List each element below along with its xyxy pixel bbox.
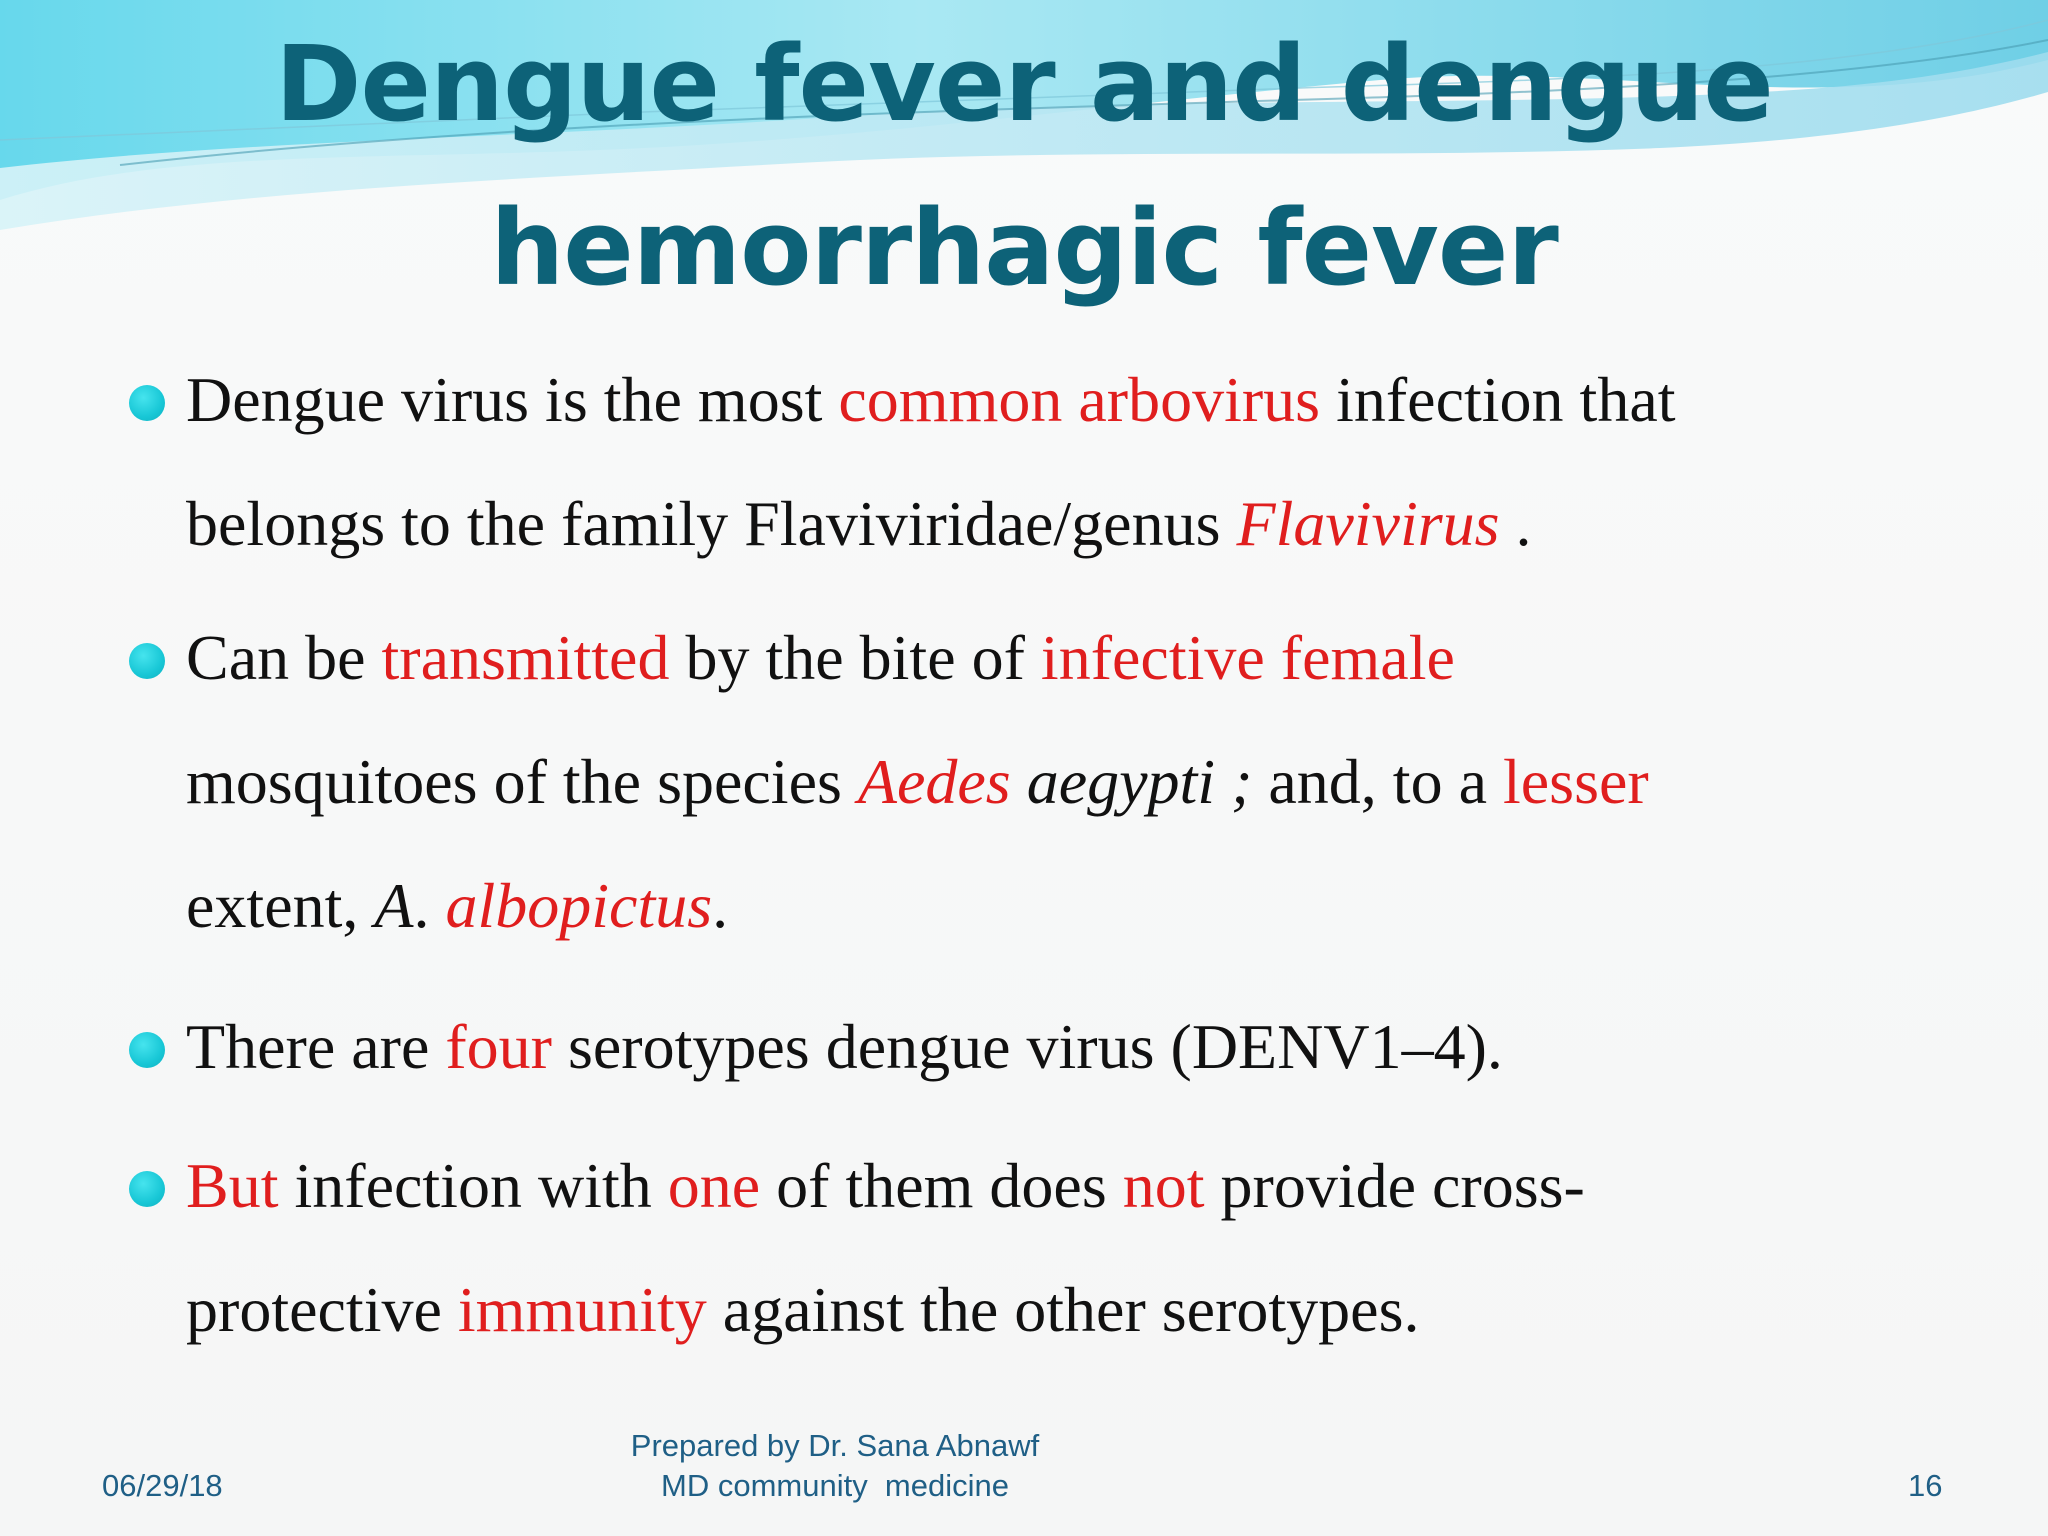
bullet-dot-icon xyxy=(129,643,165,679)
slide-number: 16 xyxy=(1908,1468,1943,1503)
highlight-text: But xyxy=(186,1150,279,1221)
highlight-text: lesser xyxy=(1502,746,1649,817)
text-run: and, to a xyxy=(1252,746,1503,817)
bullet-line xyxy=(186,844,1946,968)
bullet-item xyxy=(186,596,1946,968)
footer-date: 06/29/18 xyxy=(102,1468,223,1503)
highlight-italic-text: Flavivirus xyxy=(1236,488,1500,559)
text-run: infection that xyxy=(1320,364,1676,435)
text-run: belongs to the family Flaviviridae/genus xyxy=(186,488,1237,559)
bullet-dot-icon xyxy=(129,1171,165,1207)
footer-prepared-by: Prepared by Dr. Sana Abnawf xyxy=(630,1428,1040,1463)
bullet-dot-icon xyxy=(129,1032,165,1068)
text-run: provide cross- xyxy=(1204,1150,1585,1221)
text-run: of them does xyxy=(760,1150,1123,1221)
text-run: There are xyxy=(186,1011,446,1082)
bullet-item xyxy=(186,338,1946,586)
text-run: serotypes dengue virus (DENV1–4). xyxy=(551,1011,1503,1082)
bullet-line xyxy=(186,462,1946,586)
highlight-text: not xyxy=(1122,1150,1205,1221)
footer-author xyxy=(560,1426,1110,1506)
text-run xyxy=(1011,746,1027,817)
text-run: Dengue virus is the most xyxy=(186,364,839,435)
highlight-italic-text: Aedes xyxy=(857,746,1011,817)
text-run: protective xyxy=(186,1274,458,1345)
text-run: infection with xyxy=(278,1150,668,1221)
text-run: against the other serotypes. xyxy=(706,1274,1420,1345)
text-run: extent, xyxy=(186,870,375,941)
bullet-line xyxy=(186,596,1946,720)
text-run: . xyxy=(1499,488,1532,559)
slide-title-line-1: Dengue fever and dengue xyxy=(275,23,1773,145)
bullet-line xyxy=(186,720,1946,844)
highlight-italic-text: albopictus xyxy=(445,870,713,941)
highlight-text: four xyxy=(445,1011,552,1082)
bullet-line xyxy=(186,1124,1946,1248)
highlight-text: transmitted xyxy=(381,622,670,693)
text-run: mosquitoes of the species xyxy=(186,746,858,817)
text-run: . xyxy=(712,870,729,941)
slide-title-line-2: hemorrhagic fever xyxy=(490,187,1558,309)
bullet-item xyxy=(186,985,1946,1109)
footer-credential: MD community medicine xyxy=(661,1468,1009,1503)
text-run: Can be xyxy=(186,622,382,693)
highlight-text: immunity xyxy=(457,1274,707,1345)
italic-text: A xyxy=(374,870,414,941)
text-run: by the bite of xyxy=(669,622,1041,693)
text-run: . xyxy=(413,870,446,941)
highlight-text: common arbovirus xyxy=(838,364,1321,435)
italic-text: aegypti ; xyxy=(1026,746,1253,817)
bullet-line xyxy=(186,985,1946,1109)
highlight-text: infective female xyxy=(1040,622,1455,693)
bullet-line xyxy=(186,338,1946,462)
highlight-text: one xyxy=(667,1150,761,1221)
bullet-item xyxy=(186,1124,1946,1372)
bullet-line xyxy=(186,1248,1946,1372)
bullet-dot-icon xyxy=(129,385,165,421)
